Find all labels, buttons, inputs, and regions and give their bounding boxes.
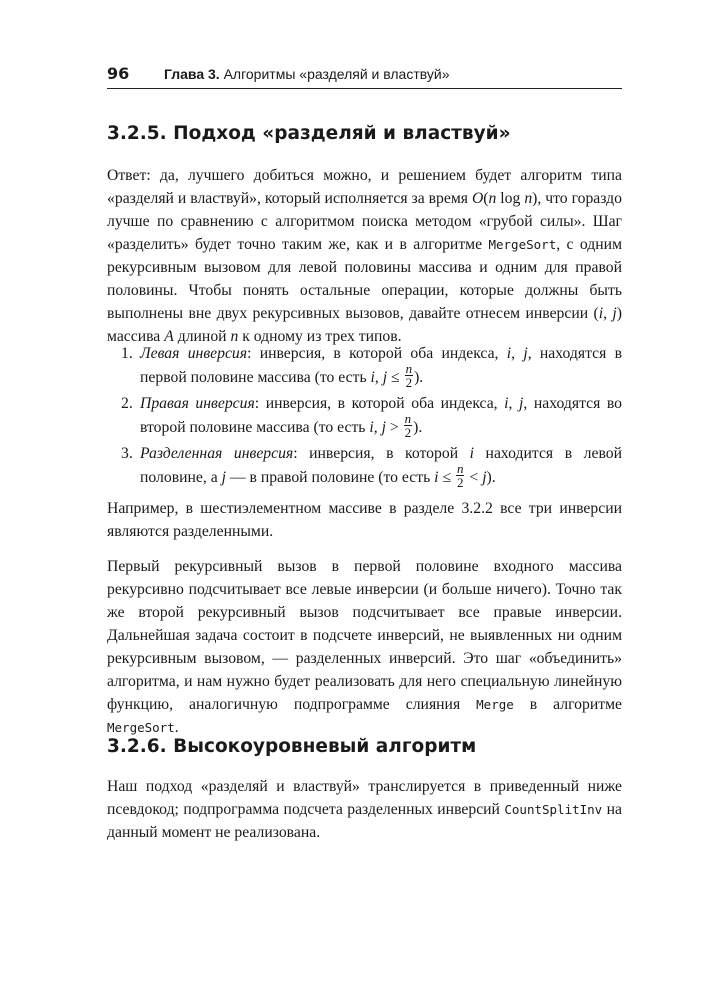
fraction-n-over-2: $\frac{n}{2}$ — [405, 361, 413, 390]
term-split-inversion: Разделенная инверсия — [140, 445, 294, 462]
list-item-left-inversion: 1. Левая инверсия: инверсия, в которой оба индекса, i, j, находятся в первой половине массива (то есть i, j ≤ $\frac{n}{2}$ ). — [121, 345, 622, 390]
code-mergesort: MergeSort — [107, 720, 175, 735]
term-left-inversion: Левая инверсия — [140, 345, 248, 362]
code-merge: Merge — [476, 697, 514, 712]
paragraph-example: Например, в шестиэлементном массиве в разделе 3.2.2 все три инверсии являются разделенными. — [107, 500, 622, 540]
paragraph-pseudocode-intro: Наш подход «разделяй и властвуй» транслируется в приведенный ниже псевдокод; подпрограмма подсчета разделенных инверсий CountSplitInv на данный момент не реализована. — [107, 778, 622, 841]
page-number: 96 — [107, 64, 130, 83]
paragraph-recursive-calls: Первый рекурсивный вызов в первой половине входного массива рекурсивно подсчитывает все левые инверсии (и больше ничего). Точно так же второй рекурсивный вызов подсчитывает все правые инверсии. Дальнейшая задача состоит в подсчете инверсий, не выявленных ни одним рекурсивным вызовом, — разделенных инверсий. Это шаг «объединить» алгоритма, и нам нужно будет реализовать для него специальную линейную функцию, аналогичную подпрограмме слияния Merge в алгоритме MergeSort. — [107, 558, 622, 736]
section-heading-3-2-5: 3.2.5. Подход «разделяй и властвуй» — [107, 123, 511, 144]
chapter-label: Глава 3. — [164, 66, 220, 82]
section-heading-3-2-6: 3.2.6. Высокоуровневый алгоритм — [107, 736, 477, 757]
list-item-right-inversion: 2. Правая инверсия: инверсия, в которой оба индекса, i, j, находятся во второй половине массива (то есть i, j > $\frac{n}{2}$ ). — [121, 395, 623, 440]
running-header — [107, 64, 622, 89]
list-item-split-inversion: 3. Разделенная инверсия: инверсия, в которой i находится в левой половине, а j — в правой половине (то есть i ≤ $\frac{n}{2}$ < j). — [121, 445, 622, 490]
chapter-title — [164, 66, 449, 82]
term-right-inversion: Правая инверсия — [140, 395, 255, 412]
code-countsplitinv: CountSplitInv — [504, 802, 603, 817]
chapter-name: Алгоритмы «разделяй и властвуй» — [223, 66, 450, 82]
fraction-n-over-2: $\frac{n}{2}$ — [404, 411, 412, 440]
code-mergesort: MergeSort — [488, 237, 557, 252]
paragraph-answer: Ответ: да, лучшего добиться можно, и решением будет алгоритм типа «разделяй и властвуй», который исполняется за время O(n log n), что гораздо лучше по сравнению с алгоритмом поиска методом «грубой силы». Шаг «разделить» будет точно таким же, как и в алгоритме MergeSort, с одним рекурсивным вызовом для левой половины массива и одним для правой половины. Чтобы понять остальные операции, которые должны быть выполнены вне двух рекурсивных вызовов, давайте отнесем инверсии (i, j) массива A длиной n к одному из трех типов. — [107, 167, 623, 345]
fraction-n-over-2: $\frac{n}{2}$ — [456, 461, 464, 490]
